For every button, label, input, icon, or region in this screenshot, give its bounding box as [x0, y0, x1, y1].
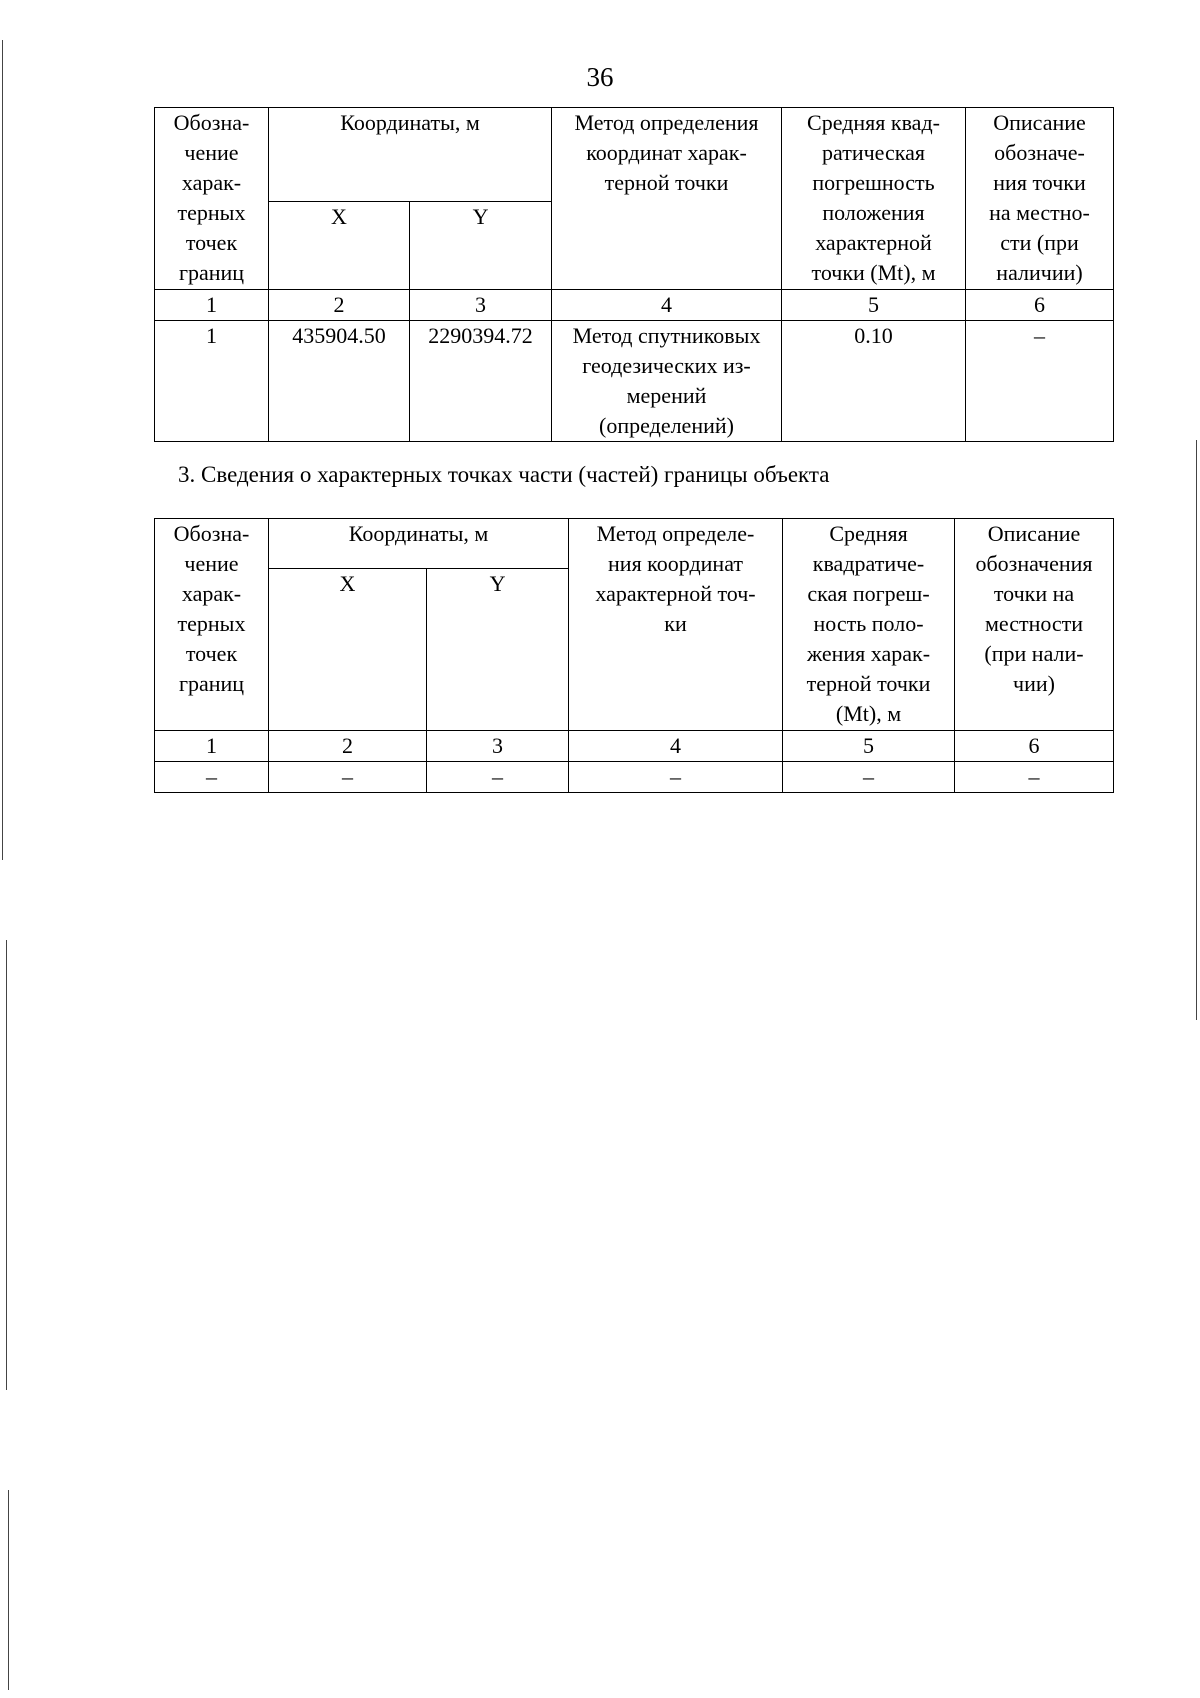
coordinate-y: –	[427, 762, 569, 793]
description-cell: –	[966, 321, 1114, 442]
column-number: 1	[155, 731, 269, 762]
scan-edge-line	[1196, 440, 1197, 1020]
column-number: 1	[155, 290, 269, 321]
coordinate-y: 2290394.72	[410, 321, 552, 442]
column-number-row	[155, 290, 1114, 321]
header-y: Y	[410, 202, 552, 290]
coordinate-x: 435904.50	[269, 321, 410, 442]
header-coordinates: Координаты, м	[269, 108, 552, 202]
scan-edge-line	[8, 1490, 9, 1690]
column-number: 3	[410, 290, 552, 321]
column-number: 4	[552, 290, 782, 321]
page-number: 36	[586, 62, 614, 92]
header-description: Описание обозначе- ния точки на местно- сти (при наличии)	[966, 108, 1114, 290]
column-number: 5	[783, 731, 955, 762]
header-designation: Обозна- чение харак- терных точек границ	[155, 519, 269, 731]
section-heading: 3. Сведения о характерных точках части (частей) границы объекта	[178, 462, 830, 487]
column-number-row	[155, 731, 1114, 762]
header-coordinates: Координаты, м	[269, 519, 569, 569]
point-number: –	[155, 762, 269, 793]
header-y: Y	[427, 569, 569, 731]
error-cell: 0.10	[782, 321, 966, 442]
scan-edge-line	[6, 940, 7, 1390]
header-description: Описание обозначения точки на местности (при нали- чии)	[955, 519, 1114, 731]
column-number: 6	[966, 290, 1114, 321]
column-number: 2	[269, 731, 427, 762]
header-method: Метод определения координат харак- терной точки	[552, 108, 782, 290]
table-row	[155, 321, 1114, 442]
coordinate-x: –	[269, 762, 427, 793]
header-x: X	[269, 202, 410, 290]
header-error: Средняя квад- ратическая погрешность положения характерной точки (Mt), м	[782, 108, 966, 290]
header-x: X	[269, 569, 427, 731]
table-row	[155, 762, 1114, 793]
point-number: 1	[155, 321, 269, 442]
header-error: Средняя квадратиче- ская погреш- ность поло- жения харак- терной точки (Mt), м	[783, 519, 955, 731]
column-number: 3	[427, 731, 569, 762]
header-designation: Обозна- чение харак- терных точек границ	[155, 108, 269, 290]
column-number: 6	[955, 731, 1114, 762]
column-number: 5	[782, 290, 966, 321]
description-cell: –	[955, 762, 1114, 793]
header-method: Метод определе- ния координат характерной точ- ки	[569, 519, 783, 731]
method-cell: –	[569, 762, 783, 793]
column-number: 2	[269, 290, 410, 321]
boundary-points-table	[154, 107, 1114, 442]
column-number: 4	[569, 731, 783, 762]
scan-edge-line	[2, 40, 3, 860]
method-cell: Метод спутниковых геодезических из- мерений (определений)	[552, 321, 782, 442]
error-cell: –	[783, 762, 955, 793]
part-boundary-points-table	[154, 518, 1114, 793]
